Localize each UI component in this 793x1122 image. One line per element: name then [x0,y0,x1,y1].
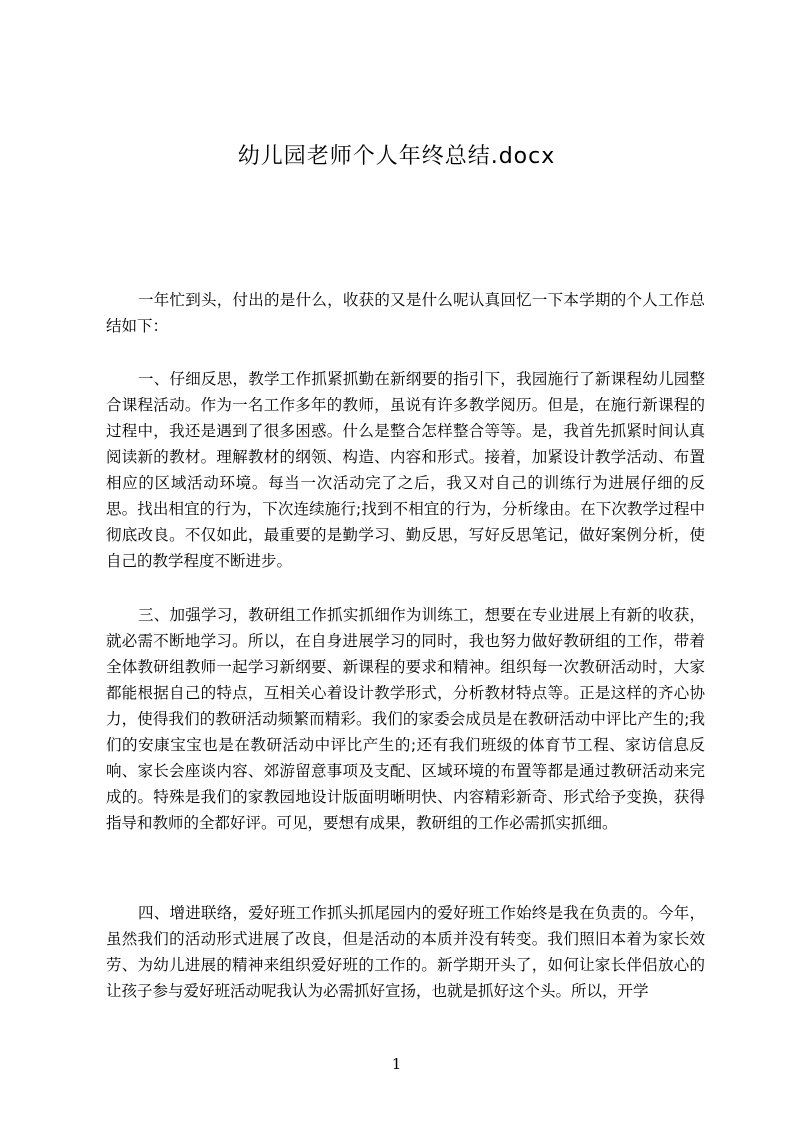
page-number: 1 [391,1055,402,1073]
paragraph-section-four: 四、增进联络，爱好班工作抓头抓尾园内的爱好班工作始终是我在负责的。今年，虽然我们的活动形式进展了改良，但是活动的本质并没有转变。我们照旧本着为家长效劳、为幼儿进展的精神来组织爱好班的工作的。新学期开头了，如何让家长伴侣放心的让孩子参与爱好班活动呢我认为必需抓好宣扬，也就是抓好这个头。所以，开学 [106,904,705,1000]
paragraph-section-one: 一、仔细反思，教学工作抓紧抓勤在新纲要的指引下，我园施行了新课程幼儿园整合课程活动。作为一名工作多年的教师，虽说有许多教学阅历。但是，在施行新课程的过程中，我还是遇到了很多困惑。什么是整合怎样整合等等。是，我首先抓紧时间认真阅读新的教材。理解教材的纲领、构造、内容和形式。接着，加紧设计教学活动、布置相应的区域活动环境。每当一次活动完了之后，我又对自己的训练行为进展仔细的反思。找出相宜的行为，下次连续施行;找到不相宜的行为，分析缘由。在下次教学过程中彻底改良。不仅如此，最重要的是勤学习、勤反思，写好反思笔记，做好案例分析，使自己的教学程度不断进步。 [106,370,705,570]
paragraph-section-three: 三、加强学习，教研组工作抓实抓细作为训练工，想要在专业进展上有新的收获，就必需不断地学习。所以，在自身进展学习的同时，我也努力做好教研组的工作，带着全体教研组教师一起学习新纲要、新课程的要求和精神。组织每一次教研活动时，大家都能根据自己的特点，互相关心着设计教学形式，分析教材特点等。正是这样的齐心协力，使得我们的教研活动频繁而精彩。我们的家委会成员是在教研活动中评比产生的;我们的安康宝宝也是在教研活动中评比产生的;还有我们班级的体育节工程、家访信息反响、家长会座谈内容、郊游留意事项及支配、区域环境的布置等都是通过教研活动来完成的。特殊是我们的家教园地设计版面明晰明快、内容精彩新奇、形式给予变换，获得指导和教师的全都好评。可见，要想有成果，教研组的工作必需抓实抓细。 [106,606,705,832]
document-title: 幼儿园老师个人年终总结.docx [237,144,556,169]
paragraph-intro: 一年忙到头，付出的是什么，收获的又是什么呢认真回忆一下本学期的个人工作总结如下： [106,291,705,335]
